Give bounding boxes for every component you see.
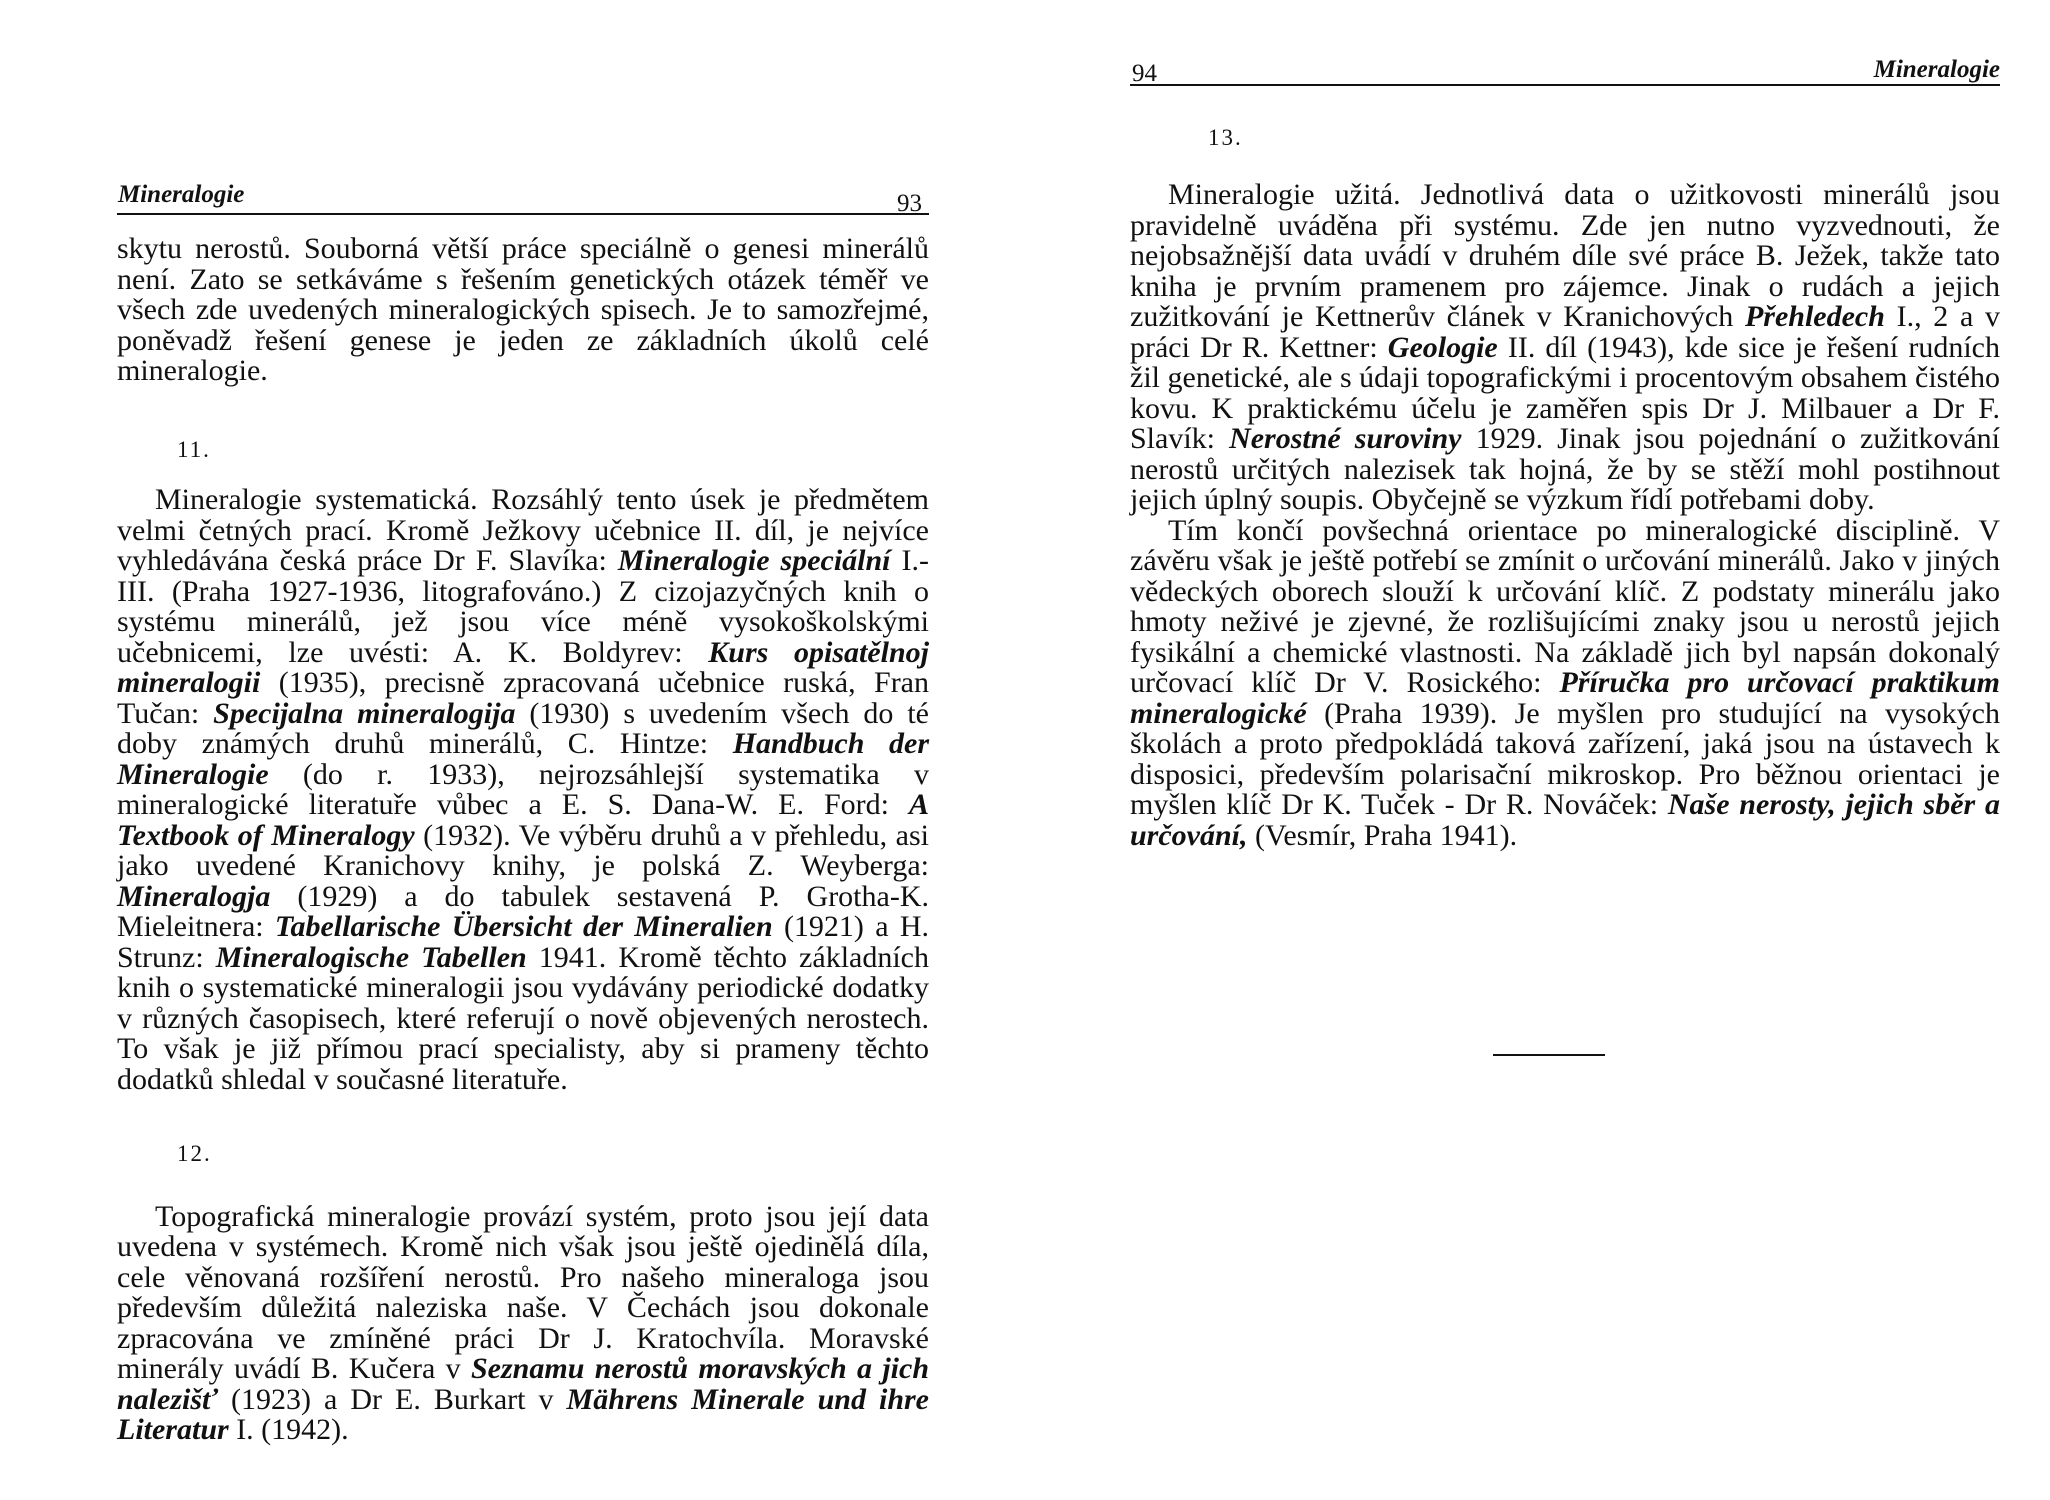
right-page-number: 94	[1132, 60, 1157, 87]
paragraph-section-13: Mineralogie užitá. Jednotlivá data o užitkovosti minerálů jsou pravidelně uváděna při systému. Zde jen nutno vyzvednouti, že nejobsažnější data uvádí v druhém díle své práce B. Ježek, takže tato kniha je prvním pramenem pro zájemce. Jinak o rudách a jejich zužitkování je Kettnerův článek v Kranichových Přehledech I., 2 a v práci Dr R. Kettner: Geologie II. díl (1943), kde sice je řešení rudních žil genetické, ale s údaji topografickými i procentovým obsahem čistého kovu. K praktickému účelu je zaměřen spis Dr J. Milbauer a Dr F. Slavík: Nerostné suroviny 1929. Jinak jsou pojednání o zužitkování nerostů určitých nalezisek tak hojná, že by se stěží mohl postihnout jejich úplný soupis. Obyčejně se výzkum řídí potřebami doby.	[1130, 178, 2001, 516]
running-title: Mineralogie	[1873, 56, 2000, 83]
left-page-number: 93	[897, 190, 922, 217]
paragraph-section-12: Topografická mineralogie provází systém, proto jsou její data uvedena v systémech. Kromě nich však jsou ještě ojedinělá díla, cele věnovaná rozšíření nerostů. Pro našeho mineraloga jsou především důležitá naleziska naše. V Čechách jsou dokonale zpracována ve zmíněné práci Dr J. Kratochvíla. Moravské minerály uvádí B. Kučera v Seznamu nerostů moravských a jich nalezišť (1923) a Dr E. Burkart v Mährens Minerale und ihre Literatur I. (1942).	[117, 1199, 930, 1446]
left-text-column	[117, 234, 929, 1446]
right-running-header-title	[1815, 56, 2000, 84]
paragraph-determination-key: Tím končí povšechná orientace po mineralogické disciplině. V závěru však je ještě potřebí se zmínit o určování minerálů. Jako v jiných vědeckých oborech slouží k určování klíč. Z podstaty minerálu jako hmoty neživé je zjevné, že rozlišujícími znaky jsou u nerostů jejich fysikální a chemické vlastnosti. Na základě jich byl napsán dokonalý určovací klíč Dr V. Rosického: Příručka pro určovací praktikum mineralogické (Praha 1939). Je myšlen pro studující na vysokých školách a proto předpokládá taková zařízení, jaká jsou na ústavech k disposici, především polarisační mikroskop. Pro běžnou orientaci je myšlen klíč Dr K. Tuček - Dr R. Nováček: Naše nerosty, jejich sběr a určování, (Vesmír, Praha 1941).	[1130, 513, 2000, 852]
left-running-header-title	[118, 181, 244, 209]
section-number-13: 13.	[1208, 125, 1243, 150]
section-number-11: 11.	[177, 436, 211, 462]
right-page	[1025, 0, 2050, 1500]
paragraph-continuation: skytu nerostů. Souborná větší práce speciálně o genesi minerálů není. Zato se setkáváme s řešením genetických otázek téměř ve všech zde uvedených mineralogických spisech. Je to samozřejmé, poněvadž řešení genese je jeden ze základních úkolů celé mineralogie.	[117, 232, 929, 387]
right-header-rule	[1130, 84, 2000, 86]
left-header-rule	[117, 213, 929, 215]
section-number-12: 12.	[177, 1141, 212, 1166]
chapter-end-rule	[1493, 1054, 1605, 1056]
paragraph-section-11: Mineralogie systematická. Rozsáhlý tento úsek je předmětem velmi četných prací. Kromě Ježkovy učebnice II. díl, je nejvíce vyhledávána česká práce Dr F. Slavíka: Mineralogie speciální I.-III. (Praha 1927-1936, litografováno.) Z cizojazyčných knih o systému minerálů, jež jsou více méně vysokoškolskými učebnicemi, lze uvésti: A. K. Boldyrev: Kurs opisatělnoj mineralogii (1935), precisně zpracovaná učebnice ruská, Fran Tučan: Specijalna mineralogija (1930) s uvedením všech do té doby známých druhů minerálů, C. Hintze: Handbuch der Mineralogie (do r. 1933), nejrozsáhlejší systematika v mineralogické literatuře vůbec a E. S. Dana-W. E. Ford: A Textbook of Mineralogy (1932). Ve výběru druhů a v přehledu, asi jako uvedené Kranichovy knihy, je polská Z. Weyberga: Mineralogja (1929) a do tabulek sestavená P. Grotha-K. Mieleitnera: Tabellarische Übersicht der Mineralien (1921) a H. Strunz: Mineralogische Tabellen 1941. Kromě těchto základních knih o systematické mineralogii jsou vydávány periodické dodatky v různých časopisech, které referují o nově objevených nerostech. To však je již přímou prací specialisty, aby si prameny těchto dodatků shledal v současné literatuře.	[117, 483, 930, 1096]
running-title: Mineralogie	[118, 181, 245, 208]
right-text-column	[1130, 180, 2000, 851]
